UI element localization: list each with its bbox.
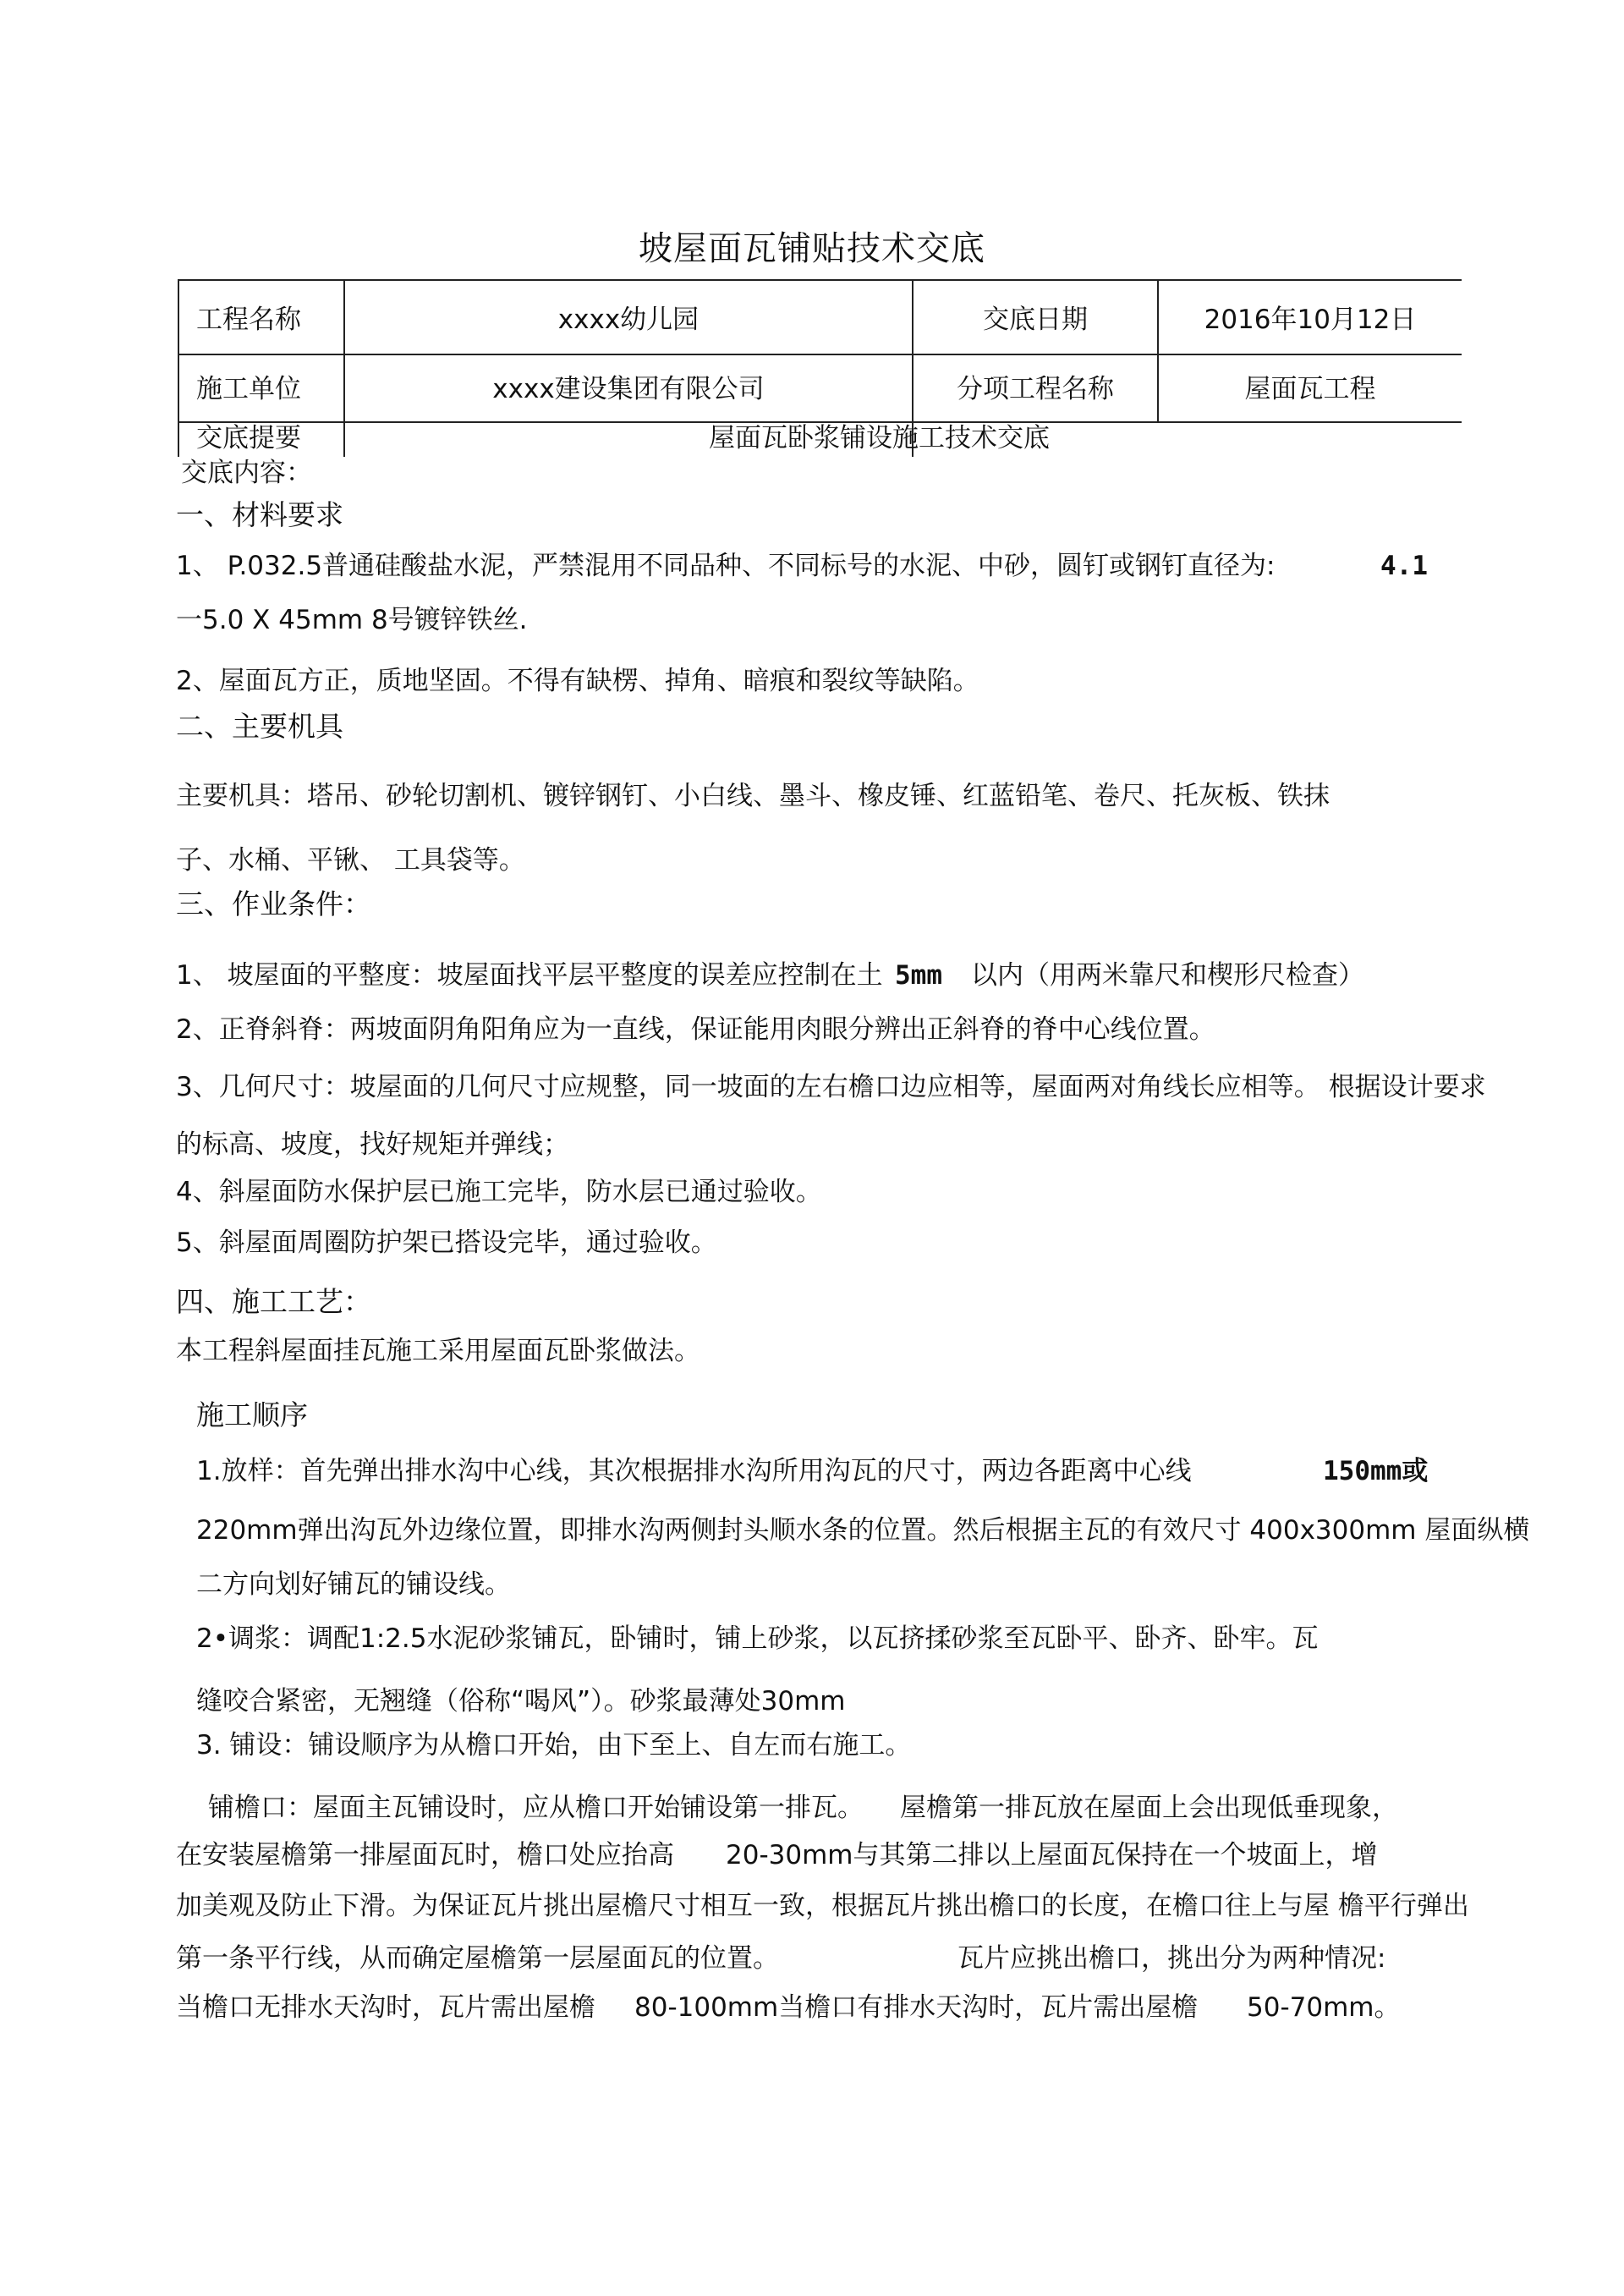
s3-item1-c: 以内（用两米靠尺和楔形尺检查） (971, 960, 1364, 991)
s1-item1-b: 4.1 (1380, 551, 1428, 581)
eave-line3: 加美观及防止下滑。为保证瓦片挑出屋檐尺寸相互一致，根据瓦片挑出檐口的长度，在檐口往上与屋 檐平行弹出 (176, 1891, 1469, 1921)
eave-line2-a: 在安装屋檐第一排屋面瓦时，檐口处应抬高 (176, 1840, 674, 1870)
s3-item3-a: 3、几何尺寸：坡屋面的几何尺寸应规整，同一坡面的左右檐口边应相等，屋面两对角线长应相等。 根据设计要求 (176, 1072, 1486, 1102)
s4-step2-a: 2•调浆：调配1:2.5水泥砂浆铺瓦，卧铺时，铺上砂浆，以瓦挤揉砂浆至瓦卧平、卧齐、卧牢。瓦 (196, 1623, 1319, 1654)
section-2-heading: 二、主要机具 (176, 710, 343, 743)
s1-item2: 2、屋面瓦方正，质地坚固。不得有缺楞、掉角、暗痕和裂纹等缺陷。 (176, 666, 979, 696)
s3-item5: 5、斜屋面周圈防护架已搭设完毕，通过验收。 (176, 1228, 717, 1258)
eave-line5-a: 当檐口无排水天沟时，瓦片需出屋檐 (176, 1992, 595, 2023)
eave-line4-b: 瓦片应挑出檐口，挑出分为两种情况: (957, 1943, 1386, 1974)
summary-label: 交底提要 (196, 423, 301, 453)
s3-item1-b: 5mm (895, 960, 942, 991)
header-table (178, 279, 1462, 457)
eave-line5-b: 80-100mm当檐口有排水天沟时，瓦片需出屋檐 (634, 1992, 1199, 2023)
s1-item1-a: 1、 P.032.5普通硅酸盐水泥，严禁混用不同品种、不同标号的水泥、中砂，圆钉或钢钉直径为: (176, 551, 1276, 581)
section-4-heading: 四、施工工艺： (176, 1285, 371, 1318)
s4-step3: 3. 铺设：铺设顺序为从檐口开始，由下至上、自左而右施工。 (196, 1730, 912, 1760)
eave-line1-a: 铺檐口：屋面主瓦铺设时，应从檐口开始铺设第一排瓦。 (208, 1793, 864, 1823)
page-title: 坡屋面瓦铺贴技术交底 (639, 229, 985, 268)
date-value: 2016年10月12日 (1204, 304, 1417, 335)
summary-value: 屋面瓦卧浆铺设施工技术交底 (709, 423, 1050, 453)
eave-line2-b: 20-30mm与其第二排以上屋面瓦保持在一个坡面上，增 (726, 1840, 1378, 1870)
project-name-label: 工程名称 (196, 304, 301, 335)
s4-step1-a: 1.放样：首先弹出排水沟中心线，其次根据排水沟所用沟瓦的尺寸，两边各距离中心线 (196, 1456, 1192, 1486)
s4-step1-b: 150mm或 (1323, 1456, 1429, 1486)
unit-value: xxxx建设集团有限公司 (492, 373, 765, 404)
construction-order-heading: 施工顺序 (196, 1398, 308, 1431)
eave-line1-b: 屋檐第一排瓦放在屋面上会出现低垂现象， (900, 1793, 1398, 1823)
sub-label: 分项工程名称 (957, 373, 1114, 404)
content-label: 交底内容： (181, 458, 312, 488)
s2-line2: 子、水桶、平锹、 工具袋等。 (176, 845, 525, 876)
s1-item1-c: 一5.0 X 45mm 8号镀锌铁丝. (176, 605, 528, 635)
s4-step2-b: 缝咬合紧密，无翘缝（俗称“喝风”）。砂浆最薄处30mm (196, 1686, 846, 1717)
section-3-heading: 三、作业条件： (176, 887, 371, 920)
s3-item3-b: 的标高、坡度，找好规矩并弹线； (176, 1129, 569, 1160)
table-border-top (178, 279, 1462, 281)
date-label: 交底日期 (983, 304, 1088, 335)
eave-line4-a: 第一条平行线，从而确定屋檐第一层屋面瓦的位置。 (176, 1943, 779, 1974)
section-1-heading: 一、材料要求 (176, 498, 343, 531)
s3-item2: 2、正脊斜脊：两坡面阴角阳角应为一直线，保证能用肉眼分辨出正斜脊的脊中心线位置。 (176, 1014, 1215, 1045)
s2-line1: 主要机具：塔吊、砂轮切割机、镀锌钢钉、小白线、墨斗、橡皮锤、红蓝铅笔、卷尺、托灰板、铁抹 (176, 781, 1330, 811)
unit-label: 施工单位 (196, 373, 301, 404)
eave-line5-c: 50-70mm。 (1247, 1992, 1401, 2023)
s4-step1-d: 二方向划好铺瓦的铺设线。 (196, 1569, 511, 1600)
project-name-value: xxxx幼儿园 (557, 304, 700, 335)
s3-item4: 4、斜屋面防水保护层已施工完毕，防水层已通过验收。 (176, 1177, 822, 1207)
sub-value: 屋面瓦工程 (1244, 373, 1376, 404)
s4-intro: 本工程斜屋面挂瓦施工采用屋面瓦卧浆做法。 (176, 1336, 700, 1366)
s4-step1-c: 220mm弹出沟瓦外边缘位置，即排水沟两侧封头顺水条的位置。然后根据主瓦的有效尺寸 400x300mm 屋面纵横 (196, 1515, 1530, 1546)
s3-item1-a: 1、 坡屋面的平整度：坡屋面找平层平整度的误差应控制在土 (176, 960, 883, 991)
